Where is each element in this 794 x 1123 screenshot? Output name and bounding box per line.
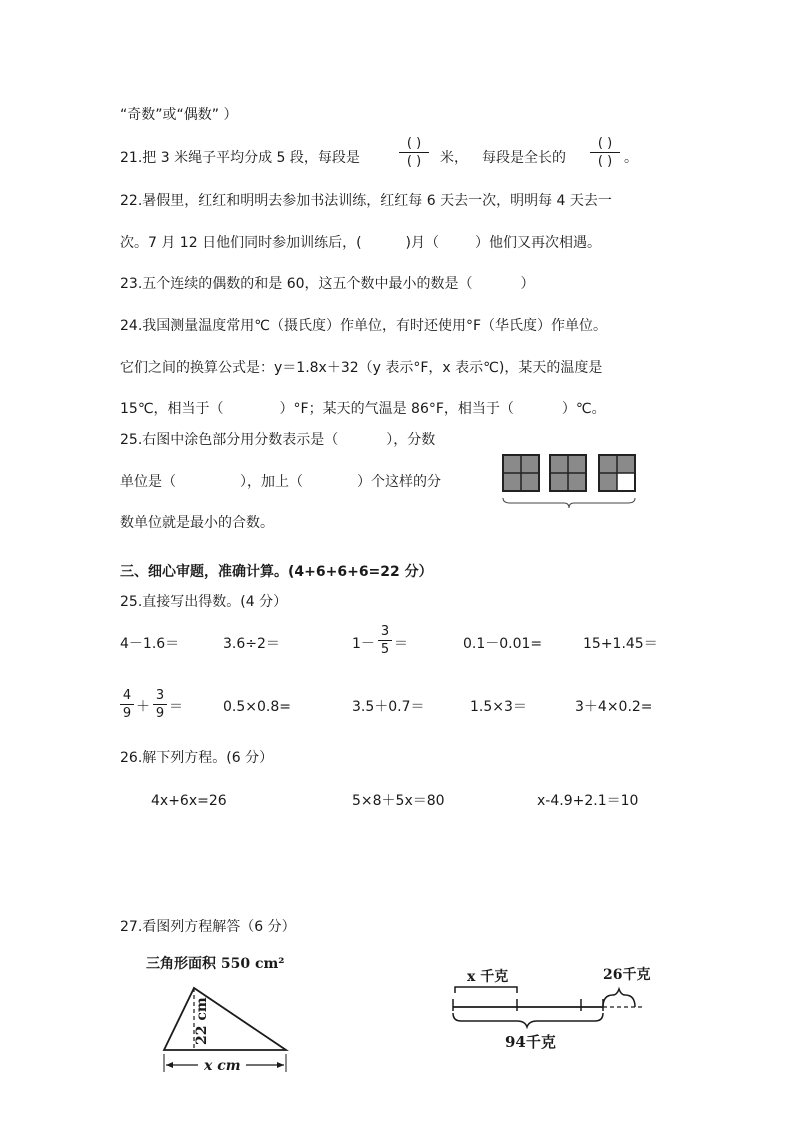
q26-title: 26.解下列方程。(6 分） bbox=[120, 750, 274, 766]
triangle-area-caption: 三角形面积 550 cm² bbox=[146, 956, 285, 972]
frac-denominator: 9 bbox=[122, 706, 132, 721]
q25a-line2-c: ）个这样的分 bbox=[357, 474, 441, 490]
square-2 bbox=[550, 455, 586, 491]
triangle-shape bbox=[164, 988, 286, 1050]
q24-line1: 24.我国测量温度常用℃（摄氏度）作单位，有时还使用°F（华氏度）作单位。 bbox=[120, 318, 608, 334]
calc-r1c4: 0.1－0.01= bbox=[463, 636, 543, 652]
q21-text bbox=[120, 149, 360, 167]
q21-part4: 。 bbox=[624, 150, 638, 166]
calc-r2c3: 3.5＋0.7＝ bbox=[352, 699, 425, 715]
q21-part3: 每段是全长的 bbox=[482, 150, 566, 166]
q22-line1: 22.暑假里，红红和明明去参加书法训练，红红每 6 天去一次，明明每 4 天去一 bbox=[120, 193, 612, 209]
q21-frac1-den: ( ) bbox=[406, 154, 422, 169]
q25a-line1 bbox=[120, 431, 435, 449]
q21-frac2-num: ( ) bbox=[597, 136, 613, 151]
q21-frac1-num: ( ) bbox=[406, 136, 422, 151]
segment-total-label: 94千克 bbox=[505, 1033, 556, 1051]
triangle-base-label: x cm bbox=[204, 1058, 241, 1074]
q26-eq1: 4x+6x=26 bbox=[151, 793, 227, 809]
calc-r1c3-fraction bbox=[378, 624, 392, 657]
frac-numerator: 3 bbox=[155, 688, 165, 703]
q23-text: 23.五个连续的偶数的和是 60，这五个数中最小的数是（ bbox=[120, 276, 473, 292]
calc-r2c1-fraction-2 bbox=[153, 688, 167, 721]
q22-line2-b: )月（ bbox=[405, 235, 440, 251]
q26-eq2: 5×8＋5x＝80 bbox=[352, 793, 445, 809]
q21-fraction-1 bbox=[399, 136, 429, 169]
q25b-title: 25.直接写出得数。(4 分） bbox=[120, 594, 288, 610]
q24-line3-c: ）℃。 bbox=[561, 401, 606, 417]
frac-denominator: 9 bbox=[155, 706, 165, 721]
square-1 bbox=[503, 455, 539, 491]
calc-r2c1-eq: ＝ bbox=[169, 699, 183, 715]
frac-numerator: 4 bbox=[122, 688, 132, 703]
brace-total bbox=[453, 1013, 603, 1027]
q23 bbox=[120, 275, 535, 293]
q21-part2: 米， bbox=[440, 150, 468, 166]
q27-title: 27.看图列方程解答（6 分） bbox=[120, 919, 296, 935]
q23-end: ） bbox=[520, 276, 535, 292]
brace-x bbox=[455, 987, 517, 993]
brace-under-squares bbox=[503, 498, 635, 508]
q24-line3-a: 15℃，相当于（ bbox=[120, 401, 224, 417]
q21-fraction-2 bbox=[590, 136, 620, 169]
triangle-diagram bbox=[140, 950, 305, 1078]
q22-line2-c: ）他们又再次相遇。 bbox=[475, 235, 602, 251]
section3-heading: 三、细心审题，准确计算。(4+6+6+6=22 分） bbox=[120, 564, 433, 580]
calc-r2c4: 1.5×3＝ bbox=[470, 699, 527, 715]
calc-r1c3-b: ＝ bbox=[394, 636, 408, 652]
frac-denominator: 5 bbox=[380, 642, 390, 657]
square-3 bbox=[599, 455, 635, 491]
q21-frac2-den: ( ) bbox=[597, 154, 613, 169]
brace-26 bbox=[603, 989, 635, 1007]
q24-line2: 它们之间的换算公式是：y＝1.8x＋32（y 表示°F，x 表示℃)，某天的温度是 bbox=[120, 360, 603, 376]
calc-r2c1-op: ＋ bbox=[136, 699, 150, 715]
calc-r1c5: 15+1.45＝ bbox=[583, 636, 658, 652]
q20-tail: “奇数”或“偶数” ） bbox=[120, 107, 238, 123]
q24-line3 bbox=[120, 400, 606, 418]
shaded-squares-figure bbox=[498, 452, 643, 512]
q21-part1: 21.把 3 米绳子平均分成 5 段，每段是 bbox=[120, 150, 360, 166]
segment-26-label: 26千克 bbox=[603, 967, 651, 983]
q25a-line2-b: ），加上（ bbox=[240, 474, 303, 490]
q25a-line1-a: 25.右图中涂色部分用分数表示是（ bbox=[120, 432, 339, 448]
q25a-line2 bbox=[120, 473, 441, 491]
q22-line2-a: 次。7 月 12 日他们同时参加训练后，( bbox=[120, 235, 362, 251]
calc-r1c1: 4－1.6＝ bbox=[120, 636, 180, 652]
q24-line3-b: ）°F；某天的气温是 86°F，相当于（ bbox=[279, 401, 514, 417]
calc-r2c5: 3＋4×0.2= bbox=[575, 699, 653, 715]
frac-numerator: 3 bbox=[380, 624, 390, 639]
q25a-line2-a: 单位是（ bbox=[120, 474, 176, 490]
triangle-height-label: 22 cm bbox=[194, 997, 210, 1045]
calc-r2c2: 0.5×0.8= bbox=[223, 699, 291, 715]
q25a-line3: 数单位就是最小的合数。 bbox=[120, 515, 274, 531]
segment-x-label: x 千克 bbox=[467, 969, 509, 985]
q26-eq3: x-4.9+2.1＝10 bbox=[537, 793, 639, 809]
calc-r1c2: 3.6÷2＝ bbox=[223, 636, 280, 652]
calc-r1c3-a: 1－ bbox=[352, 636, 375, 652]
segment-diagram bbox=[445, 955, 665, 1060]
calc-r2c1-fraction-1 bbox=[120, 688, 134, 721]
q25a-line1-b: ），分数 bbox=[386, 432, 436, 448]
q22-line2 bbox=[120, 234, 601, 252]
